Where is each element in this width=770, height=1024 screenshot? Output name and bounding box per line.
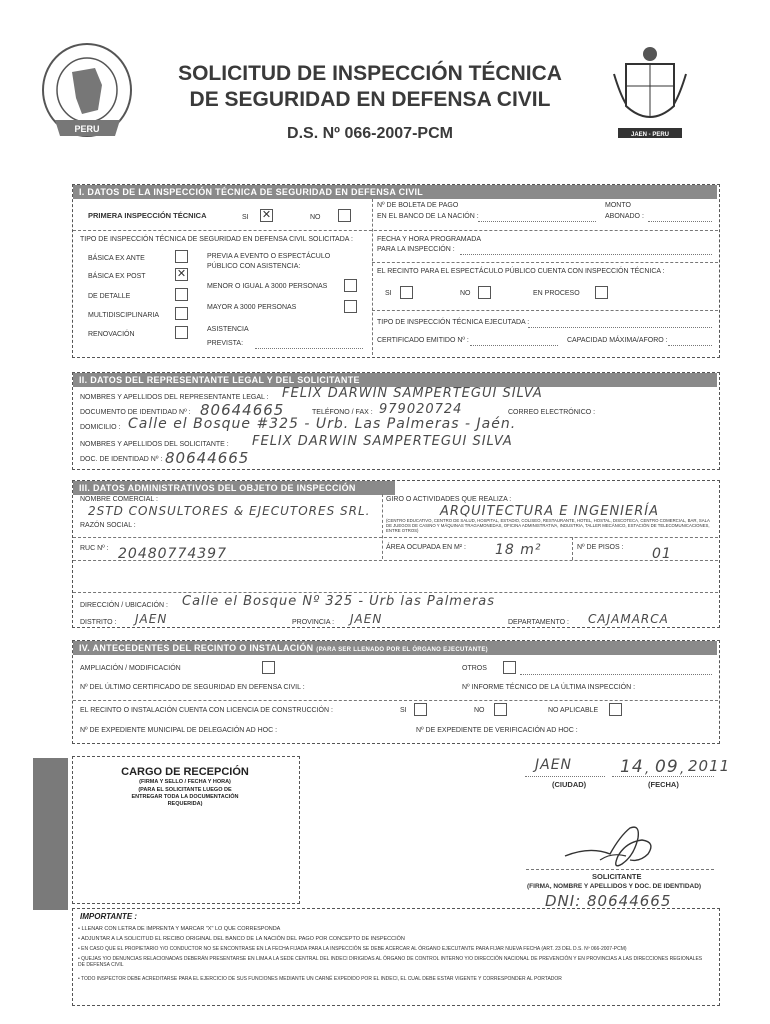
- departamento-value: CAJAMARCA: [588, 612, 669, 626]
- informe-tecnico-label: Nº INFORME TÉCNICO DE LA ÚLTIMA INSPECCIÓN :: [462, 684, 636, 691]
- cargo-title: CARGO DE RECEPCIÓN: [121, 766, 249, 778]
- representante-value: FELIX DARWIN SAMPERTEGUI SILVA: [282, 386, 543, 401]
- solicitante-label: NOMBRES Y APELLIDOS DEL SOLICITANTE :: [80, 441, 229, 448]
- fecha-programada-label: FECHA Y HORA PROGRAMADA: [377, 236, 481, 243]
- menor-3000-label: MENOR O IGUAL A 3000 PERSONAS: [207, 283, 328, 290]
- section-4-title: IV. ANTECEDENTES DEL RECINTO O INSTALACIÓN: [79, 643, 314, 653]
- documento-value: 80644665: [200, 401, 285, 419]
- nombre-comercial-label: NOMBRE COMERCIAL :: [80, 496, 158, 503]
- multidisciplinaria-label: MULTIDISCIPLINARIA: [88, 312, 160, 319]
- renovacion-checkbox[interactable]: [175, 326, 188, 339]
- section-1-header: I. DATOS DE LA INSPECCIÓN TÉCNICA DE SEGURIDAD EN DEFENSA CIVIL: [73, 185, 717, 199]
- recinto-proceso-label: EN PROCESO: [533, 290, 580, 297]
- primera-no-checkbox[interactable]: [338, 209, 351, 222]
- licencia-si-label: SI: [400, 707, 407, 714]
- certificado-field[interactable]: [470, 345, 558, 346]
- provincia-value: JAEN: [350, 612, 383, 626]
- previa-evento-label: PREVIA A EVENTO O ESPECTÁCULO: [207, 253, 331, 260]
- cargo-subtitle: (FIRMA Y SELLO / FECHA Y HORA): [139, 779, 231, 785]
- basica-ex-ante-checkbox[interactable]: [175, 250, 188, 263]
- renovacion-label: RENOVACIÓN: [88, 331, 135, 338]
- telefono-label: TELÉFONO / FAX :: [312, 409, 373, 416]
- year-value: 2011: [688, 757, 731, 775]
- direccion-value: Calle el Bosque Nº 325 - Urb las Palmeras: [182, 594, 496, 609]
- tipo-ejecutada-label: TIPO DE INSPECCIÓN TÉCNICA EJECUTADA :: [377, 319, 530, 326]
- giro-label: GIRO O ACTIVIDADES QUE REALIZA :: [386, 496, 512, 503]
- mayor-3000-checkbox[interactable]: [344, 300, 357, 313]
- dni-value: DNI: 80644665: [545, 892, 672, 910]
- date-sep-1: ,: [645, 762, 651, 777]
- licencia-label: EL RECINTO O INSTALACIÓN CUENTA CON LICENCIA DE CONSTRUCCIÓN :: [80, 707, 333, 714]
- giro-note: (CENTRO EDUCATIVO, CENTRO DE SALUD, HOSPITAL, ESTADIO, COLISEO, RESTAURANTE, HOTEL, HOSTAL, DISCOTECA, CENTRO COMERCIAL, BAR, SALA DE JUEGOS DE CASINO Y MÁQUINAS TRAGAMONEDAS, OFICINA ADMINISTRATIVA, INDUSTRIA, TALLER MECÁNICO, ESTACIÓN DE TELECOMUNICACIONES, ENTRE OTROS): [386, 518, 710, 533]
- recinto-no-label: NO: [460, 290, 471, 297]
- primera-si-label: SI: [242, 214, 249, 221]
- provincia-label: PROVINCIA :: [292, 619, 335, 626]
- section-4-note: (PARA SER LLENADO POR EL ÓRGANO EJECUTANTE): [316, 647, 488, 653]
- firma-caption: (FIRMA, NOMBRE Y APELLIDOS Y DOC. DE IDENTIDAD): [527, 883, 702, 890]
- form-title-line2: DE SEGURIDAD EN DEFENSA CIVIL: [189, 88, 551, 111]
- basica-ex-ante-label: BÁSICA EX ANTE: [88, 255, 145, 262]
- otros-label: OTROS: [462, 665, 487, 672]
- menor-3000-checkbox[interactable]: [344, 279, 357, 292]
- important-title: IMPORTANTE :: [80, 912, 138, 921]
- day-value: 14: [620, 757, 644, 777]
- recinto-proceso-checkbox[interactable]: [595, 286, 608, 299]
- important-note-5: • TODO INSPECTOR DEBE ACREDITARSE PARA EL EJERCICIO DE SUS FUNCIONES MEDIANTE UN CARNÉ EXPEDIDO POR EL INDECI, EL CUAL DEBE ESTAR VIGENTE Y CORRESPONDER AL PORTADOR: [78, 976, 562, 982]
- ampliacion-label: AMPLIACIÓN / MODIFICACIÓN: [80, 665, 181, 672]
- licencia-si-checkbox[interactable]: [414, 703, 427, 716]
- correo-label: CORREO ELECTRÓNICO :: [508, 409, 596, 416]
- capacidad-field[interactable]: [668, 345, 712, 346]
- detalle-label: DE DETALLE: [88, 293, 131, 300]
- no-aplicable-checkbox[interactable]: [609, 703, 622, 716]
- monto-label-2: ABONADO :: [605, 213, 644, 220]
- ultimo-certificado-label: Nº DEL ÚLTIMO CERTIFICADO DE SEGURIDAD EN DEFENSA CIVIL :: [80, 684, 305, 691]
- multidisciplinaria-checkbox[interactable]: [175, 307, 188, 320]
- tipo-inspeccion-label: TIPO DE INSPECCIÓN TÉCNICA DE SEGURIDAD EN DEFENSA CIVIL SOLICITADA :: [80, 236, 353, 243]
- pisos-value: 01: [652, 546, 672, 562]
- otros-checkbox[interactable]: [503, 661, 516, 674]
- basica-ex-post-label: BÁSICA EX POST: [88, 273, 146, 280]
- monto-field[interactable]: [648, 221, 712, 222]
- no-aplicable-label: NO APLICABLE: [548, 707, 599, 714]
- certificado-label: CERTIFICADO EMITIDO Nº :: [377, 337, 469, 344]
- otros-field[interactable]: [520, 674, 712, 675]
- previa-evento-label-2: PÚBLICO CON ASISTENCIA:: [207, 263, 301, 270]
- razon-social-label: RAZÓN SOCIAL :: [80, 522, 136, 529]
- asistencia-prevista-label: PREVISTA:: [207, 340, 244, 347]
- nombre-comercial-value: 2STD CONSULTORES & EJECUTORES SRL.: [88, 504, 371, 518]
- recinto-inspeccion-label: EL RECINTO PARA EL ESPECTÁCULO PÚBLICO CUENTA CON INSPECCIÓN TÉCNICA :: [377, 268, 665, 275]
- primera-no-label: NO: [310, 214, 321, 221]
- mayor-3000-label: MAYOR A 3000 PERSONAS: [207, 304, 297, 311]
- domicilio-value: Calle el Bosque #325 - Urb. Las Palmeras - Jaén.: [128, 416, 517, 432]
- important-note-3: • EN CASO QUE EL PROPIETARIO Y/O CONDUCTOR NO SE ENCONTRASE EN LA FECHA FIJADA PARA LA INSPECCIÓN SE DEBE ACERCAR AL ÓRGANO EJECUTANTE PARA FIJAR NUEVA FECHA (ART. 23 DEL D.S. Nº 066-2007-PCM): [78, 946, 627, 952]
- cargo-note-3: REQUERIDA): [167, 801, 203, 807]
- primera-inspeccion-label: PRIMERA INSPECCIÓN TÉCNICA: [88, 211, 207, 220]
- fecha-programada-label-2: PARA LA INSPECCIÓN :: [377, 246, 455, 253]
- ruc-value: 20480774397: [118, 546, 227, 562]
- form-title-line1: SOLICITUD DE INSPECCIÓN TÉCNICA: [178, 62, 562, 85]
- boleta-label: Nº DE BOLETA DE PAGO: [377, 202, 459, 209]
- important-note-2: • ADJUNTAR A LA SOLICITUD EL RECIBO ORIGINAL DEL BANCO DE LA NACIÓN DEL PAGO POR CONCEPTO DE INSPECCIÓN: [78, 936, 405, 942]
- coat-label: JAEN - PERU: [630, 132, 670, 138]
- boleta-label-2: EN EL BANCO DE LA NACIÓN :: [377, 213, 479, 220]
- cargo-note-2: ENTREGAR TODA LA DOCUMENTACIÓN: [131, 794, 239, 800]
- important-note-1: • LLENAR CON LETRA DE IMPRENTA Y MARCAR "X" LO QUE CORRESPONDA: [78, 926, 281, 932]
- pisos-label: Nº DE PISOS :: [577, 544, 624, 551]
- capacidad-label: CAPACIDAD MÁXIMA/AFORO :: [567, 337, 668, 344]
- departamento-label: DEPARTAMENTO :: [508, 619, 569, 626]
- recinto-si-label: SI: [385, 290, 392, 297]
- date-label: (FECHA): [648, 780, 679, 789]
- important-note-4: • QUEJAS Y/O DENUNCIAS RELACIONADAS DEBERÁN PRESENTARSE EN LIMA A LA SEDE CENTRAL DEL INDECI DIRIGIDAS AL ÓRGANO DE CONTROL INTERNO Y/O DIRECCIÓN NACIONAL DE PREVENCIÓN Y EN PROVINCIAS A LAS DIRECCIONES REGIONALES DE DEFENSA CIVIL: [78, 956, 703, 968]
- primera-si-checkbox[interactable]: [260, 209, 273, 222]
- fecha-programada-field[interactable]: [460, 254, 712, 255]
- doc-solicitante-label: DOC. DE IDENTIDAD Nº :: [80, 456, 163, 463]
- solicitante-value: FELIX DARWIN SAMPERTEGUI SILVA: [252, 434, 513, 449]
- telefono-value: 979020724: [379, 402, 463, 417]
- area-label: ÁREA OCUPADA EN M² :: [386, 544, 466, 551]
- decree-number: D.S. Nº 066-2007-PCM: [287, 125, 453, 142]
- recinto-si-checkbox[interactable]: [400, 286, 413, 299]
- ampliacion-checkbox[interactable]: [262, 661, 275, 674]
- applicant-signature: [560, 816, 670, 876]
- expediente-verificacion-label: Nº DE EXPEDIENTE DE VERIFICACIÓN AD HOC :: [416, 727, 578, 734]
- monto-label: MONTO: [605, 202, 631, 209]
- area-value: 18 m²: [495, 542, 542, 558]
- asistencia-field[interactable]: [255, 348, 363, 349]
- ruc-label: RUC Nº :: [80, 545, 109, 552]
- licencia-no-checkbox[interactable]: [494, 703, 507, 716]
- distrito-label: DISTRITO :: [80, 619, 117, 626]
- doc-solicitante-value: 80644665: [165, 449, 250, 467]
- margin-gray-bar: [33, 758, 68, 910]
- city-value: JAEN: [535, 757, 573, 773]
- giro-value: ARQUITECTURA E INGENIERÍA: [440, 504, 659, 519]
- detalle-checkbox[interactable]: [175, 288, 188, 301]
- representante-label: NOMBRES Y APELLIDOS DEL REPRESENTANTE LEGAL :: [80, 394, 269, 401]
- licencia-no-label: NO: [474, 707, 485, 714]
- asistencia-label: ASISTENCIA: [207, 326, 249, 333]
- tipo-ejecutada-field[interactable]: [528, 327, 712, 328]
- section-2-header: II. DATOS DEL REPRESENTANTE LEGAL Y DEL SOLICITANTE: [73, 373, 717, 387]
- section-3-header: III. DATOS ADMINISTRATIVOS DEL OBJETO DE INSPECCIÓN: [73, 481, 395, 495]
- seal-peru-text: PERU: [74, 124, 100, 134]
- expediente-municipal-label: Nº DE EXPEDIENTE MUNICIPAL DE DELEGACIÓN AD HOC :: [80, 727, 278, 734]
- basica-ex-post-checkbox[interactable]: [175, 268, 188, 281]
- month-value: 09: [655, 757, 679, 777]
- boleta-field[interactable]: [478, 221, 596, 222]
- recinto-no-checkbox[interactable]: [478, 286, 491, 299]
- city-label: (CIUDAD): [552, 780, 587, 789]
- distrito-value: JAEN: [135, 612, 168, 626]
- jaen-coat-of-arms: [612, 44, 688, 140]
- solicitante-caption: SOLICITANTE: [592, 872, 642, 881]
- cargo-note-1: (PARA EL SOLICITANTE LUEGO DE: [138, 787, 232, 793]
- date-sep-2: ,: [680, 762, 686, 777]
- documento-label: DOCUMENTO DE IDENTIDAD Nº :: [80, 409, 191, 416]
- section-4-header: [73, 641, 717, 655]
- direccion-label: DIRECCIÓN / UBICACIÓN :: [80, 602, 168, 609]
- domicilio-label: DOMICILIO :: [80, 424, 121, 431]
